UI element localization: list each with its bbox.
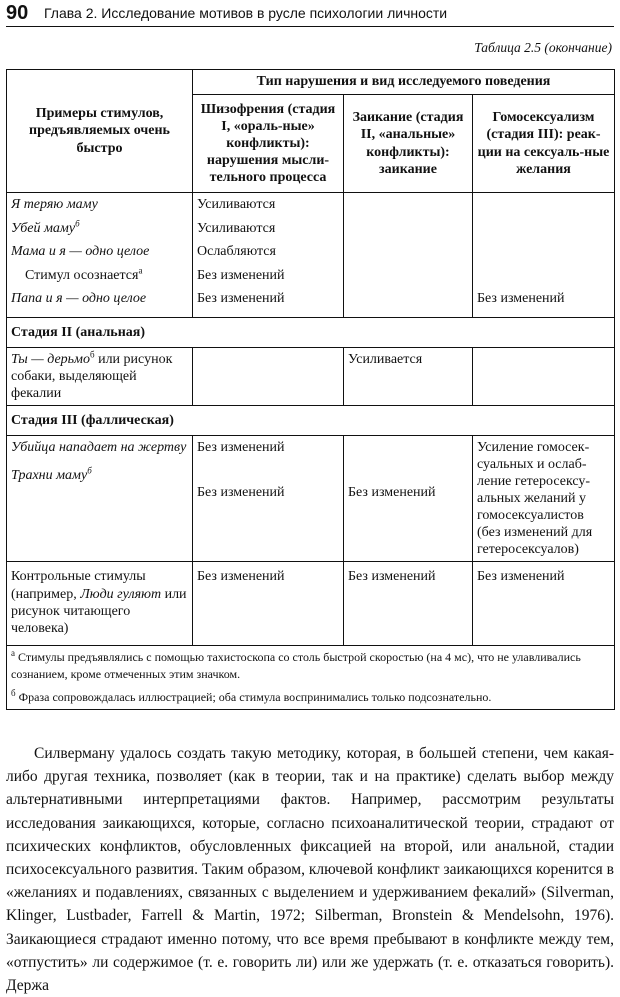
stage1-schizophrenia <box>193 193 344 318</box>
stage3-stuttering <box>344 435 473 562</box>
section-stage-2: Стадия II (анальная) <box>7 317 615 347</box>
footnote-a: $^а$ Стимулы предъявлялись с помощью тахистоскопа со столь быстрой скоростью (на 4 мс), что не улавливались сознанием, кроме отмеченных этим значком. <box>11 647 581 682</box>
col-header-stuttering: Заикание (стадия II, «анальные» конфликты): заикание <box>344 95 473 193</box>
stage3-stimuli <box>7 435 193 562</box>
stimulus-item: Мама и я — одно целое <box>11 244 150 259</box>
result-value: Без изменений <box>197 484 285 500</box>
footnote-mark-b: б <box>87 465 92 476</box>
result-value: Без изменений <box>348 484 436 500</box>
stimulus-item: Я теряю маму <box>11 197 98 212</box>
footnote-mark-b: б <box>75 219 80 228</box>
stage1-stuttering <box>344 193 473 318</box>
stage2-stimulus: Ты — дерьмо$^б$ или рисунок собаки, выделяющей фекалии <box>7 347 193 405</box>
table-footnotes <box>7 645 615 709</box>
result-value: Без изменений <box>197 291 285 306</box>
stage3-schizophrenia <box>193 435 344 562</box>
table-caption: Таблица 2.5 (окончание) <box>474 40 612 55</box>
table-row <box>7 562 615 645</box>
table-row <box>7 347 615 405</box>
stage2-homosexuality <box>473 347 615 405</box>
col-header-homosexuality: Гомосексуализм (стадия III): реак-ции на сексуаль-ные желания <box>473 95 615 193</box>
col-header-stimulus: Примеры стимулов, предъявляемых очень быстро <box>7 70 193 193</box>
result-value: Ослабляются <box>197 244 276 259</box>
result-value: Усиливаются <box>197 220 276 236</box>
page-number: 90 <box>6 2 29 24</box>
stimulus-item: Стимул осознается$^а$ <box>25 266 143 283</box>
control-stimulus: Контрольные стимулы (например, Люди гуляют или рисунок читающего человека) <box>7 562 193 645</box>
running-head: Глава 2. Исследование мотивов в русле психологии личности <box>44 5 448 21</box>
table-row <box>7 193 615 318</box>
table-row <box>7 435 615 562</box>
control-stuttering: Без изменений <box>344 562 473 645</box>
footnote-b: $^б$ Фраза сопровождалась иллюстрацией; оба стимула воспринимались только подсознательно. <box>11 687 492 704</box>
col-header-schizophrenia: Шизофрения (стадия I, «ораль-ные» конфликты): нарушения мысли-тельного процесса <box>193 95 344 193</box>
stimulus-item: Папа и я — одно целое <box>11 291 147 306</box>
footnote-mark-b: б <box>89 348 95 359</box>
result-value: Без изменений <box>197 439 285 455</box>
group-header: Тип нарушения и вид исследуемого поведения <box>193 70 615 95</box>
control-schizophrenia: Без изменений <box>193 562 344 645</box>
control-homosexuality: Без изменений <box>473 562 615 645</box>
stimulus-item: Трахни маму$^б$ <box>11 465 92 483</box>
stimulus-item: Убийца нападает на жертву <box>11 439 187 455</box>
results-table <box>6 69 615 710</box>
body-paragraph: Силверману удалось создать такую методику, которая, в большей степени, чем какая-либо другая техника, позволяет (как в теории, так и на практике) сделать выбор между альтернативными интерпретациями фактов. Например, рассмотрим результаты исследования заикающихся, которые, согласно психоаналитической теории, страдают от психических конфликтов, обусловленных фиксацией на второй, или анальной, стадии психосексуального развития. Таким образом, ключевой конфликт заикающихся коренится в «желаниях и подавлениях, связанных с выделением и удерживанием фекалий» (Silverman, Klinger, Lustbader, Farrell & Martin, 1972; Silberman, Bronstein & Mendelsohn, 1976). Заикающиеся страдают именно потому, что все время пребывают в конфликте между тем, «отпустить» ли содержимое (т. е. говорить ли) или же удержать (т. е. отказаться говорить). Держа <box>6 745 614 995</box>
stage1-stimuli <box>7 193 193 318</box>
running-header <box>6 4 614 27</box>
footnote-mark-a: а <box>138 266 143 275</box>
result-value: Без изменений <box>197 267 285 283</box>
stage1-homosexuality <box>473 193 615 318</box>
stage2-schizophrenia <box>193 347 344 405</box>
stage2-stuttering: Усиливается <box>344 347 473 405</box>
stage3-homosexuality: Усиление гомосек-суальных и ослаб-ление гетеросексу-альных желаний у гомосексуалистов (без изменений для гетеросексуалов) <box>473 435 615 562</box>
result-value: Усиливаются <box>197 197 276 212</box>
stimulus-item: Убей маму$^б$ <box>11 219 80 236</box>
section-stage-3: Стадия III (фаллическая) <box>7 405 615 435</box>
result-value: Без изменений <box>477 291 565 306</box>
